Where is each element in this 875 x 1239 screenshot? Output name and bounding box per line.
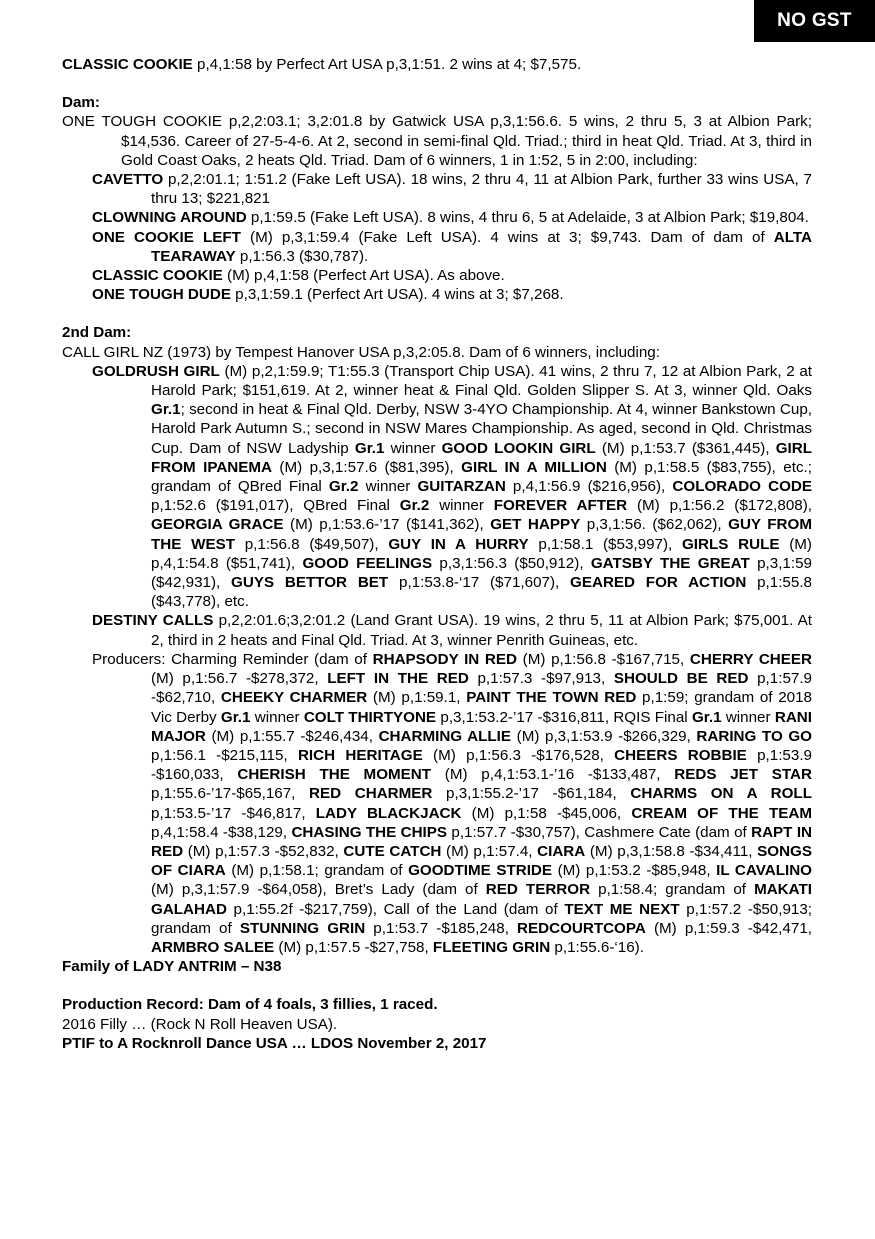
family-line: Family of LADY ANTRIM – N38	[62, 958, 282, 976]
ptif-line: PTIF to A Rocknroll Dance USA … LDOS November 2, 2017	[62, 1034, 487, 1052]
progeny-item: ONE TOUGH DUDE p,3,1:59.1 (Perfect Art USA). 4 wins at 3; $7,268.	[92, 286, 564, 304]
progeny-item: ONE COOKIE LEFT (M) p,3,1:59.4 (Fake Left USA). 4 wins at 3; $9,743. Dam of dam of ALTA TEARAWAY p,1:56.3 ($30,787).	[92, 228, 812, 265]
progeny-item: CLASSIC COOKIE (M) p,4,1:58 (Perfect Art USA). As above.	[92, 267, 505, 285]
progeny-item: CAVETTO p,2,2:01.1; 1:51.2 (Fake Left USA). 18 wins, 2 thru 4, 11 at Albion Park, further 33 wins USA, 7 thru 13; $221,821	[92, 171, 812, 208]
producers-entry: Producers: Charming Reminder (dam of RHAPSODY IN RED (M) p,1:56.8 -$167,715, CHERRY CHEER (M) p,1:56.7 -$278,372, LEFT IN THE RED p,1:57.3 -$97,913, SHOULD BE RED p,1:57.9 -$62,710, CHEEKY CHARMER (M) p,1:59.1, PAINT THE TOWN RED p,1:59; grandam of 2018 Vic Derby Gr.1 winner COLT THIRTYONE p,3,1:53.2-’17 -$316,811, RQIS Final Gr.1 winner RANI MAJOR (M) p,1:55.7 -$246,434, CHARMING ALLIE (M) p,3,1:53.9 -$266,329, RARING TO GO p,1:56.1 -$215,115, RICH HERITAGE (M) p,1:56.3 -$176,528, CHEERS ROBBIE p,1:53.9 -$160,033, CHERISH THE MOMENT (M) p,4,1:53.1-’16 -$133,487, REDS JET STAR p,1:55.6-’17-$65,167, RED CHARMER p,3,1:55.2-’17 -$61,184, CHARMS ON A ROLL p,1:53.5-’17 -$46,817, LADY BLACKJACK (M) p,1:58 -$45,006, CREAM OF THE TEAM p,4,1:58.4 -$38,129, CHASING THE CHIPS p,1:57.7 -$30,757), Cashmere Cate (dam of RAPT IN RED (M) p,1:57.3 -$52,832, CUTE CATCH (M) p,1:57.4, CIARA (M) p,3,1:58.8 -$34,411, SONGS OF CIARA (M) p,1:58.1; grandam of GOODTIME STRIDE (M) p,1:53.2 -$85,948, IL CAVALINO (M) p,3,1:57.9 -$64,058), Bret’s Lady (dam of RED TERROR p,1:58.4; grandam of MAKATI GALAHAD p,1:55.2f -$217,759), Call of the Land (dam of TEXT ME NEXT p,1:57.2 -$50,913; grandam of STUNNING GRIN p,1:53.7 -$185,248, REDCOURTCOPA (M) p,1:59.3 -$42,471, ARMBRO SALEE (M) p,1:57.5 -$27,758, FLEETING GRIN p,1:55.6-‘16).	[92, 650, 813, 956]
dam-heading: Dam:	[62, 94, 100, 112]
dam-text: ONE TOUGH COOKIE p,2,2:03.1; 3,2:01.8 by Gatwick USA p,3,1:56.6. 5 wins, 2 thru 5, 3 at Albion Park; $14,536. Career of 27-5-4-6. At 2, second in semi-final Qld. Triad.; third in heat Qld. Triad. At 3, third in Gold Coast Oaks, 2 heats Qld. Triad. Dam of 6 winners, 1 in 1:52, 5 in 2:00, including:	[62, 113, 812, 169]
production-heading: Production Record: Dam of 4 foals, 3 fillies, 1 raced.	[62, 996, 438, 1014]
destiny-calls-entry: DESTINY CALLS p,2,2:01.6;3,2:01.2 (Land Grant USA). 19 wins, 2 thru 5, 11 at Albion Park; $75,001. At 2, third in 2 heats and Final Qld. Triad. At 3, winner Penrith Guineas, etc.	[92, 612, 812, 649]
goldrush-girl-entry: GOLDRUSH GIRL (M) p,2,1:59.9; T1:55.3 (Transport Chip USA). 41 wins, 2 thru 7, 12 at Albion Park, 2 at Harold Park; $151,619. At 2, winner heat & Final Qld. Golden Slipper S. At 3, winner Qld. Oaks Gr.1; second in heat & Final Qld. Derby, NSW 3-4YO Championship. At 4, winner Bankstown Cup, Harold Park Autumn S.; second in NSW Mares Championship. As aged, second in Qld. Christmas Cup. Dam of NSW Ladyship Gr.1 winner GOOD LOOKIN GIRL (M) p,1:53.7 ($361,445), GIRL FROM IPANEMA (M) p,3,1:57.6 ($81,395), GIRL IN A MILLION (M) p,1:58.5 ($83,755), etc.; grandam of QBred Final Gr.2 winner GUITARZAN p,4,1:56.9 ($216,956), COLORADO CODE p,1:52.6 ($191,017), QBred Final Gr.2 winner FOREVER AFTER (M) p,1:56.2 ($172,808), GEORGIA GRACE (M) p,1:53.6-’17 ($141,362), GET HAPPY p,3,1:56. ($62,062), GUY FROM THE WEST p,1:56.8 ($49,507), GUY IN A HURRY p,1:58.1 ($53,997), GIRLS RULE (M) p,4,1:54.8 ($51,741), GOOD FEELINGS p,3,1:56.3 ($50,912), GATSBY THE GREAT p,3,1:59 ($42,931), GUYS BETTOR BET p,1:53.8-‘17 ($71,607), GEARED FOR ACTION p,1:55.8 ($43,778), etc.	[92, 362, 813, 611]
no-gst-badge: NO GST	[754, 0, 875, 42]
pedigree-page	[62, 55, 812, 1053]
production-line: 2016 Filly … (Rock N Roll Heaven USA).	[62, 1015, 338, 1033]
second-dam-text: CALL GIRL NZ (1973) by Tempest Hanover USA p,3,2:05.8. Dam of 6 winners, including:	[62, 343, 660, 361]
horse-name: CLASSIC COOKIE	[62, 56, 193, 73]
progeny-item: CLOWNING AROUND p,1:59.5 (Fake Left USA). 8 wins, 4 thru 6, 5 at Adelaide, 3 at Albion Park; $19,804.	[92, 209, 809, 227]
headline: CLASSIC COOKIE p,4,1:58 by Perfect Art USA p,3,1:51. 2 wins at 4; $7,575.	[62, 56, 582, 73]
second-dam-heading: 2nd Dam:	[62, 324, 132, 342]
